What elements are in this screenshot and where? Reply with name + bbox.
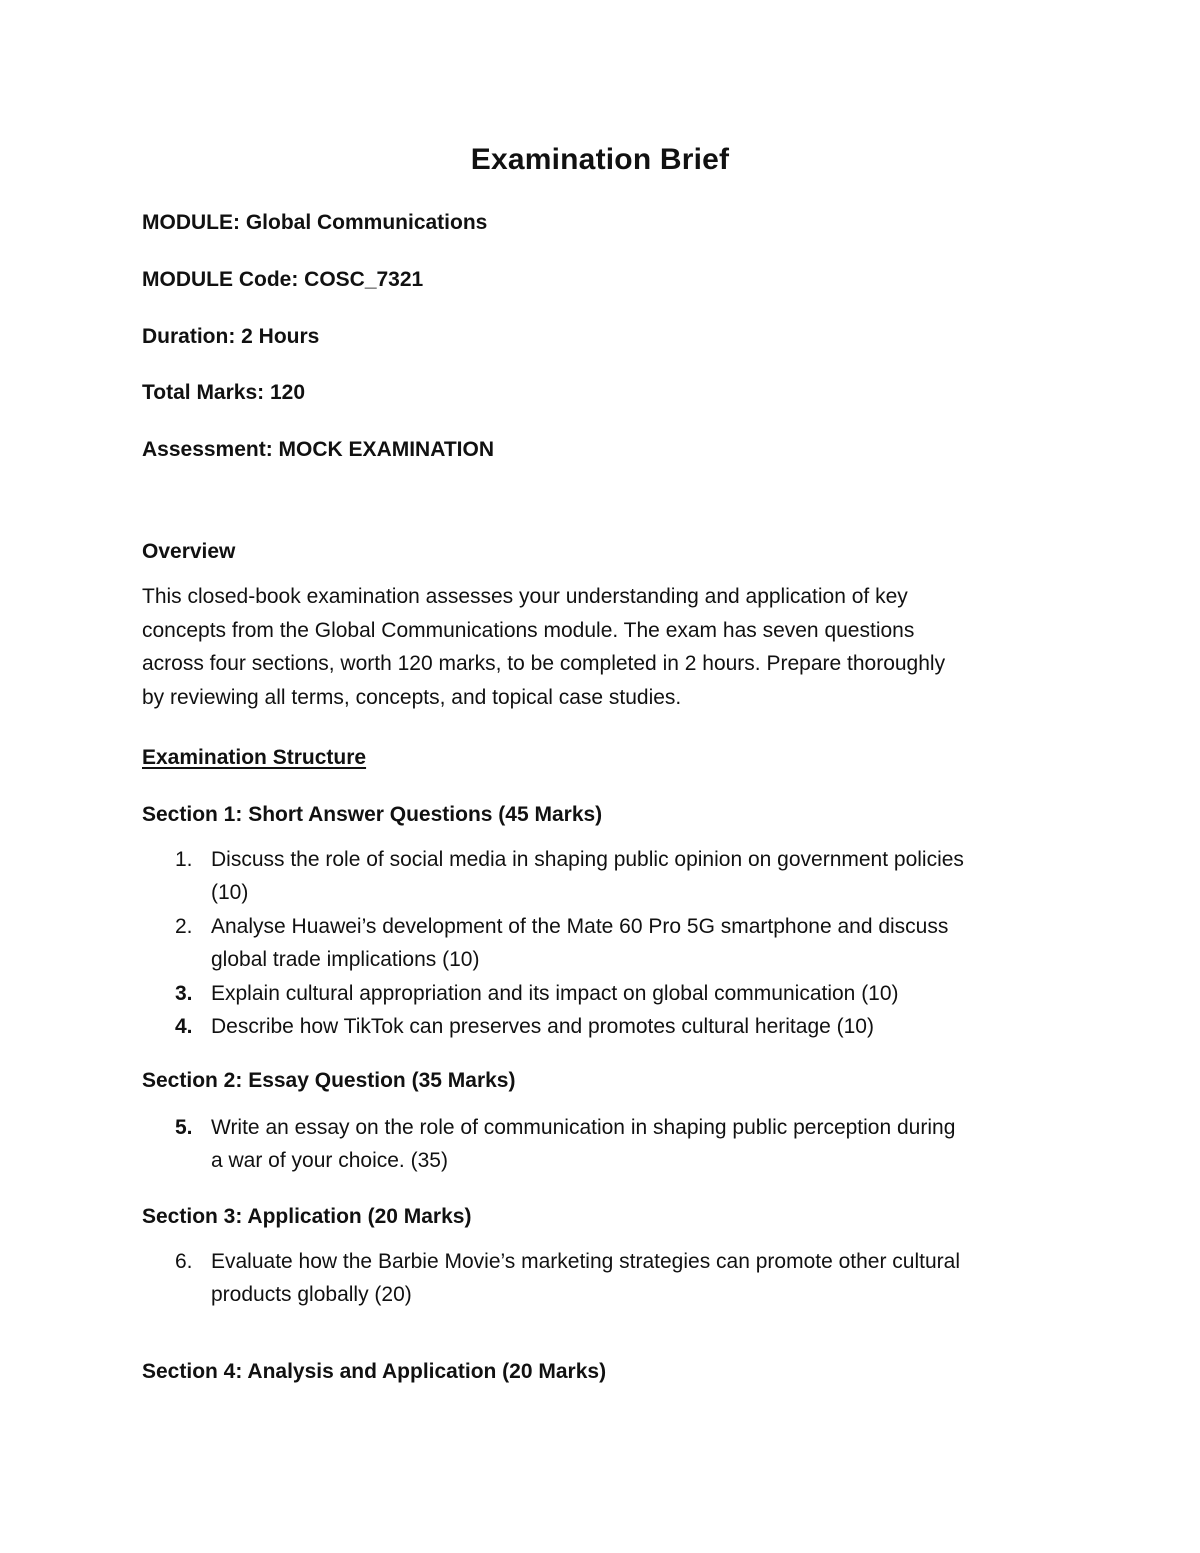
overview-heading: Overview: [142, 540, 236, 563]
question-line: a war of your choice. (35): [211, 1149, 448, 1172]
assessment-type: Assessment: MOCK EXAMINATION: [142, 438, 494, 461]
question-line: Explain cultural appropriation and its impact on global communication (10): [211, 982, 899, 1005]
question-text: [211, 910, 1091, 976]
question-number: 2.: [175, 915, 193, 938]
question-text: [211, 1010, 1091, 1043]
overview-line: This closed-book examination assesses your understanding and application of key: [142, 585, 908, 608]
question-number: 4.: [175, 1015, 193, 1038]
question-text: [211, 977, 1091, 1010]
question-line: Analyse Huawei’s development of the Mate 60 Pro 5G smartphone and discuss: [211, 915, 949, 938]
question-text: [211, 1245, 1091, 1311]
question-line: Write an essay on the role of communication in shaping public perception during: [211, 1116, 956, 1139]
question-line: products globally (20): [211, 1283, 412, 1306]
total-marks: Total Marks: 120: [142, 381, 306, 404]
section-1-heading: Section 1: Short Answer Questions (45 Marks): [142, 803, 603, 826]
section-4-heading: Section 4: Analysis and Application (20 Marks): [142, 1360, 607, 1383]
question-number: 3.: [175, 982, 193, 1005]
section-2-heading: Section 2: Essay Question (35 Marks): [142, 1069, 516, 1092]
section-3-heading: Section 3: Application (20 Marks): [142, 1205, 472, 1228]
duration: Duration: 2 Hours: [142, 325, 320, 348]
question-line: Discuss the role of social media in shaping public opinion on government policies: [211, 848, 964, 871]
question-number: 5.: [175, 1116, 193, 1139]
question-number: 6.: [175, 1250, 193, 1273]
document-title: Examination Brief: [470, 143, 730, 176]
question-text: [211, 843, 1091, 909]
question-line: Evaluate how the Barbie Movie’s marketing strategies can promote other cultural: [211, 1250, 960, 1273]
overview-paragraph: [142, 580, 1072, 714]
module-code: MODULE Code: COSC_7321: [142, 268, 424, 291]
question-line: Describe how TikTok can preserves and promotes cultural heritage (10): [211, 1015, 874, 1038]
overview-line: across four sections, worth 120 marks, to be completed in 2 hours. Prepare thoroughly: [142, 652, 946, 675]
structure-heading: Examination Structure: [142, 746, 367, 769]
question-number: 1.: [175, 848, 193, 871]
question-line: (10): [211, 881, 249, 904]
overview-line: concepts from the Global Communications module. The exam has seven questions: [142, 618, 915, 642]
overview-line: by reviewing all terms, concepts, and topical case studies.: [142, 685, 682, 709]
question-line: global trade implications (10): [211, 948, 480, 971]
question-text: [211, 1111, 1091, 1177]
module-name: MODULE: Global Communications: [142, 211, 488, 234]
